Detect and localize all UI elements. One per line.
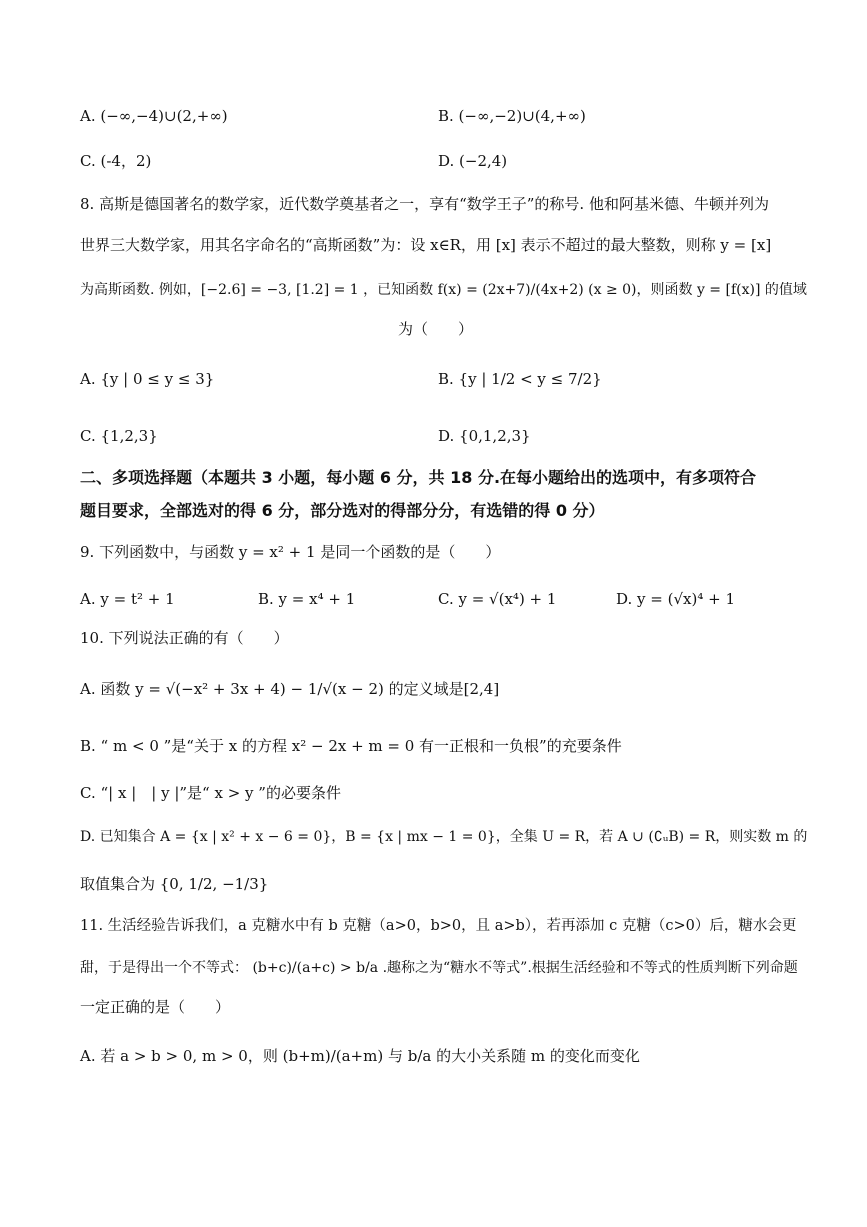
q10-option-c[interactable]: C. “| x | | y |”是“ x > y ”的必要条件 xyxy=(80,784,341,802)
q9-option-d[interactable]: D. y = (√x)⁴ + 1 xyxy=(616,590,735,608)
q11-stem-line2: 甜，于是得出一个不等式： (b+c)/(a+c) > b/a .趣称之为“糖水不等式”.根据生活经验和不等式的性质判断下列命题 xyxy=(80,960,798,976)
q8-stem-line3: 为高斯函数. 例如，[−2.6] = −3, [1.2] = 1 ，已知函数 f(x) = (2x+7)/(4x+2) (x ≥ 0)，则函数 y = [f(x)] 的值域 xyxy=(80,282,807,298)
q10-option-b[interactable]: B. “ m < 0 ”是“关于 x 的方程 x² − 2x + m = 0 有一正根和一负根”的充要条件 xyxy=(80,737,622,755)
q11-option-a[interactable]: A. 若 a > b > 0, m > 0，则 (b+m)/(a+m) 与 b/a 的大小关系随 m 的变化而变化 xyxy=(80,1047,640,1065)
q10-option-d-line1[interactable]: D. 已知集合 A = {x | x² + x − 6 = 0}，B = {x | mx − 1 = 0}，全集 U = R，若 A ∪ (∁ᵤB) = R，则实数 m 的 xyxy=(80,829,808,845)
q7-option-b[interactable]: B. (−∞,−2)∪(4,+∞) xyxy=(438,107,586,125)
q9-option-b[interactable]: B. y = x⁴ + 1 xyxy=(258,590,356,608)
section-heading-line1: 二、多项选择题（本题共 3 小题，每小题 6 分，共 18 分.在每小题给出的选项中，有多项符合 xyxy=(80,468,757,487)
q11-stem-line1: 11. 生活经验告诉我们，a 克糖水中有 b 克糖（a>0，b>0，且 a>b），若再添加 c 克糖（c>0）后，糖水会更 xyxy=(80,918,797,934)
q8-option-a[interactable]: A. {y | 0 ≤ y ≤ 3} xyxy=(80,370,215,388)
q7-option-c[interactable]: C. (-4，2) xyxy=(80,152,152,170)
q7-option-d[interactable]: D. (−2,4) xyxy=(438,152,508,170)
q8-option-d[interactable]: D. {0,1,2,3} xyxy=(438,427,531,445)
q9-option-a[interactable]: A. y = t² + 1 xyxy=(80,590,175,608)
section-heading-line2: 题目要求，全部选对的得 6 分，部分选对的得部分分，有选错的得 0 分） xyxy=(80,501,605,520)
q7-option-a[interactable]: A. (−∞,−4)∪(2,+∞) xyxy=(80,107,228,125)
q10-option-a[interactable]: A. 函数 y = √(−x² + 3x + 4) − 1/√(x − 2) 的定义域是[2,4] xyxy=(80,680,500,698)
q8-option-b[interactable]: B. {y | 1/2 < y ≤ 7/2} xyxy=(438,370,602,388)
q9-stem: 9. 下列函数中，与函数 y = x² + 1 是同一个函数的是（ ） xyxy=(80,543,501,561)
q10-stem: 10. 下列说法正确的有（ ） xyxy=(80,629,289,647)
q8-stem-line4: 为（ ） xyxy=(398,320,474,338)
q8-option-c[interactable]: C. {1,2,3} xyxy=(80,427,158,445)
q8-stem-line2: 世界三大数学家，用其名字命名的“高斯函数”为：设 x∈R，用 [x] 表示不超过的最大整数，则称 y = [x] xyxy=(80,236,772,254)
q8-stem-line1: 8. 高斯是德国著名的数学家，近代数学奠基者之一，享有“数学王子”的称号. 他和阿基米德、牛顿并列为 xyxy=(80,195,769,213)
q10-option-d-line2: 取值集合为 {0, 1/2, −1/3} xyxy=(80,875,269,893)
q9-option-c[interactable]: C. y = √(x⁴) + 1 xyxy=(438,590,557,608)
q11-stem-line3: 一定正确的是（ ） xyxy=(80,998,231,1016)
